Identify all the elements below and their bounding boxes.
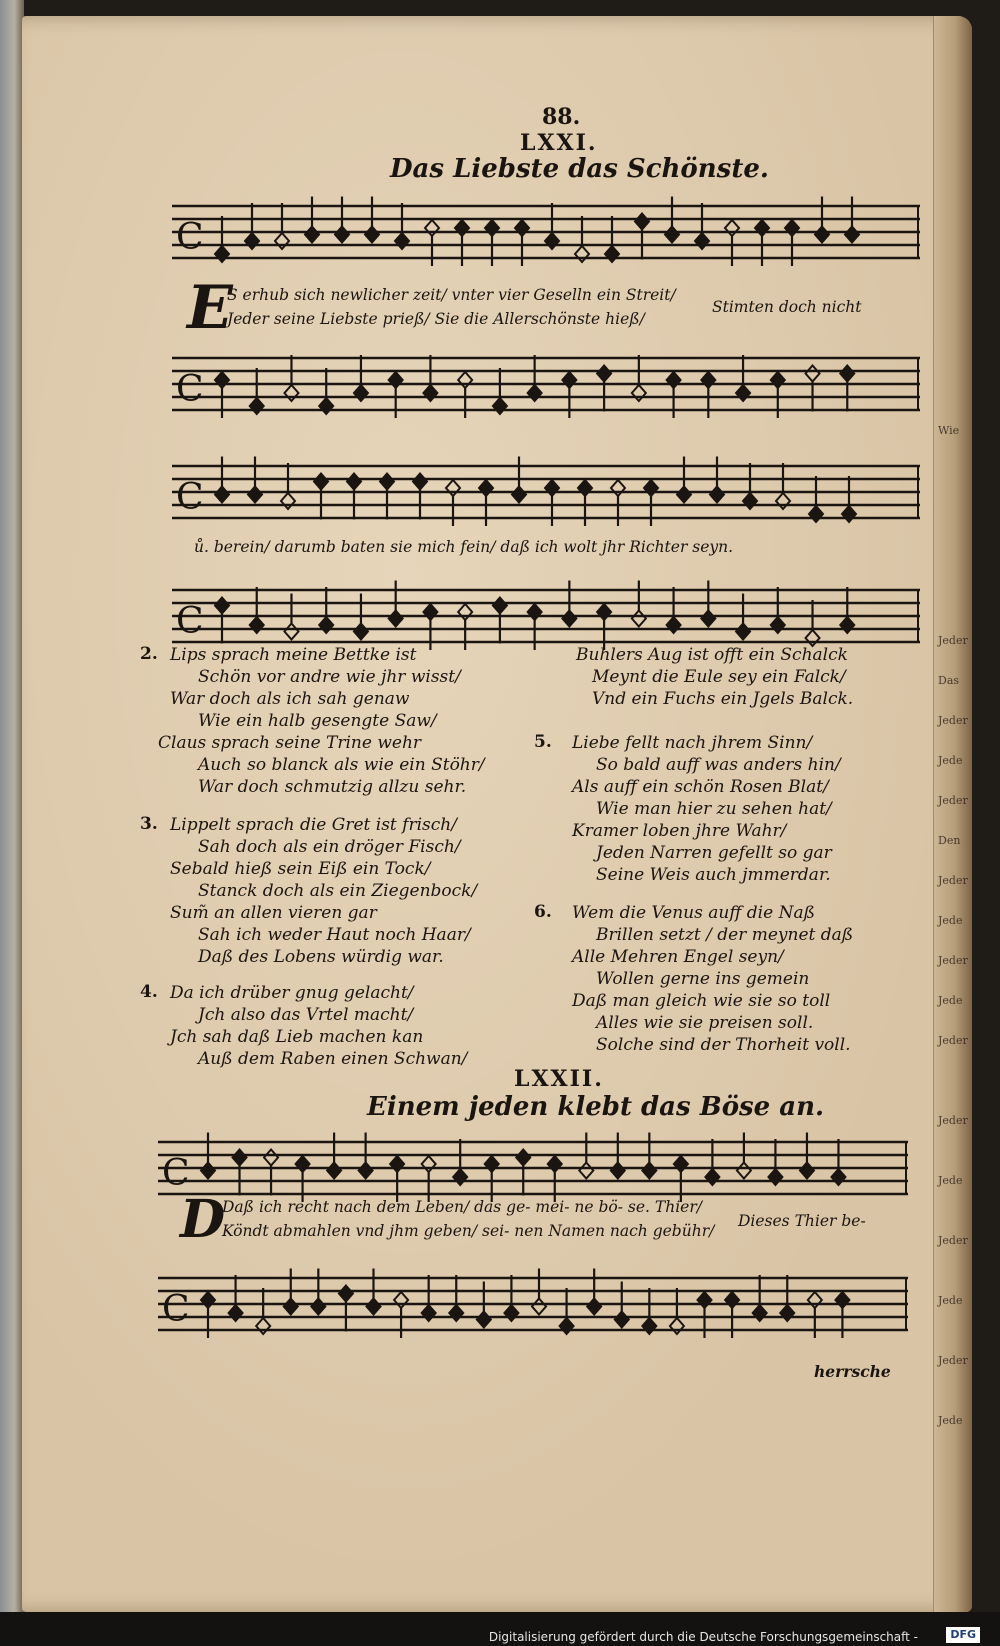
edge-word: Jede: [938, 1174, 963, 1187]
verse-line: Jch sah daß Lieb machen kan: [170, 1027, 424, 1047]
note-head: [698, 1292, 712, 1308]
note-head: [515, 220, 529, 236]
verse-line: Meynt die Eule sey ein Falck/: [592, 667, 846, 687]
song-numeral: LXXII.: [514, 1066, 604, 1092]
note-head: [389, 372, 403, 388]
note-head: [284, 624, 298, 640]
note-head: [311, 1299, 325, 1315]
clef-icon: C: [176, 477, 204, 518]
lyric-line: Daß ich recht nach dem Leben/ das ge- mei- ne bö- se. Thier/: [222, 1198, 702, 1216]
edge-word: Jede: [938, 914, 963, 927]
note-head: [615, 1312, 629, 1328]
note-head: [605, 246, 619, 262]
verse-line: Liebe fellt nach jhrem Sinn/: [572, 733, 813, 753]
page-number: 88.: [542, 104, 581, 130]
note-head: [394, 1292, 408, 1308]
song-numeral: LXXI.: [520, 130, 598, 156]
edge-word: Wie: [938, 424, 960, 437]
note-head: [579, 1163, 593, 1179]
note-head: [632, 611, 646, 627]
verse-line: Daß des Lobens würdig war.: [198, 947, 444, 967]
verse-number: 3.: [140, 814, 158, 834]
note-head: [449, 1305, 463, 1321]
verse-line: Stanck doch als ein Ziegenbock/: [198, 881, 478, 901]
edge-word: Jeder: [938, 1034, 968, 1047]
note-head: [780, 1305, 794, 1321]
note-head: [250, 398, 264, 414]
note-head: [248, 487, 262, 503]
verse-line: War doch als ich sah genaw: [170, 689, 410, 709]
note-head: [701, 372, 715, 388]
verse-line: Seine Weis auch jmmerdar.: [596, 865, 831, 885]
note-head: [359, 1163, 373, 1179]
note-head: [201, 1292, 215, 1308]
dfg-logo: DFG: [946, 1627, 980, 1643]
note-head: [477, 1312, 491, 1328]
lyric-line: ů. berein/ darumb baten sie mich fein/ daß ich wolt jhr Richter seyn.: [194, 538, 734, 556]
note-head: [367, 1299, 381, 1315]
note-head: [512, 487, 526, 503]
verse-line: So bald auff was anders hin/: [596, 755, 841, 775]
clef-icon: C: [176, 369, 204, 410]
note-head: [842, 506, 856, 522]
note-head: [314, 474, 328, 490]
note-head: [587, 1299, 601, 1315]
note-head: [354, 624, 368, 640]
note-head: [785, 220, 799, 236]
verse-line: Lippelt sprach die Gret ist frisch/: [170, 815, 457, 835]
verse-line: Wie man hier zu sehen hat/: [596, 799, 832, 819]
note-head: [215, 598, 229, 614]
note-head: [771, 617, 785, 633]
note-head: [815, 227, 829, 243]
verse-line: Vnd ein Fuchs ein Jgels Balck.: [592, 689, 854, 709]
note-head: [319, 398, 333, 414]
verse-line: Alle Mehren Engel seyn/: [572, 947, 784, 967]
edge-word: Das: [938, 674, 960, 687]
note-head: [701, 611, 715, 627]
edge-word: Jeder: [938, 954, 968, 967]
note-head: [455, 220, 469, 236]
lyric-line: Köndt abmahlen vnd jhm geben/ sei- nen Namen nach gebühr/: [222, 1222, 715, 1240]
verse-line: Da ich drüber gnug gelacht/: [170, 983, 414, 1003]
note-head: [296, 1156, 310, 1172]
edge-word: Jeder: [938, 1114, 968, 1127]
note-head: [275, 233, 289, 249]
scanner-edge: [0, 0, 24, 1612]
song-title: Das Liebste das Schönste.: [390, 154, 769, 184]
lyric-line: Stimten doch nicht: [712, 298, 862, 316]
note-head: [284, 385, 298, 401]
clef-icon: C: [176, 217, 204, 258]
note-head: [215, 487, 229, 503]
note-head: [736, 385, 750, 401]
edge-word: Jede: [938, 754, 963, 767]
note-head: [808, 1292, 822, 1308]
note-head: [611, 1163, 625, 1179]
verse-number: 5.: [534, 732, 552, 752]
note-head: [284, 1299, 298, 1315]
verse-line: Auch so blanck als wie ein Stöhr/: [198, 755, 485, 775]
music-staff: [136, 1120, 908, 1200]
note-head: [516, 1150, 530, 1166]
note-head: [395, 233, 409, 249]
note-head: [845, 227, 859, 243]
note-head: [215, 372, 229, 388]
note-head: [548, 1156, 562, 1172]
note-head: [446, 480, 460, 496]
note-head: [736, 624, 750, 640]
verse-line: Alles wie sie preisen soll.: [596, 1013, 814, 1033]
note-head: [670, 1318, 684, 1334]
note-head: [642, 1318, 656, 1334]
edge-word: Jede: [938, 1294, 963, 1307]
note-head: [597, 604, 611, 620]
edge-word: Jeder: [938, 874, 968, 887]
note-head: [710, 487, 724, 503]
note-head: [347, 474, 361, 490]
music-staff: [150, 184, 920, 294]
song-title: Einem jeden klebt das Böse an.: [367, 1092, 825, 1122]
music-staff: [150, 336, 920, 436]
note-head: [665, 227, 679, 243]
note-head: [233, 1150, 247, 1166]
note-head: [545, 233, 559, 249]
note-head: [725, 1292, 739, 1308]
note-head: [674, 1156, 688, 1172]
music-staff: [150, 568, 920, 648]
note-head: [245, 233, 259, 249]
verse-line: War doch schmutzig allzu sehr.: [198, 777, 467, 797]
edge-word: Jede: [938, 994, 963, 1007]
note-head: [354, 385, 368, 401]
note-head: [667, 617, 681, 633]
note-head: [840, 617, 854, 633]
drop-cap: D: [180, 1189, 226, 1250]
note-head: [755, 220, 769, 236]
verse-line: Buhlers Aug ist offt ein Schalck: [576, 645, 848, 665]
note-head: [562, 611, 576, 627]
note-head: [201, 1163, 215, 1179]
note-head: [835, 1292, 849, 1308]
note-head: [250, 617, 264, 633]
edge-word: Jeder: [938, 714, 968, 727]
clef-icon: C: [162, 1289, 190, 1330]
verse-line: Sah doch als ein dröger Fisch/: [198, 837, 461, 857]
note-head: [768, 1169, 782, 1185]
note-head: [562, 372, 576, 388]
verse-line: Auß dem Raben einen Schwan/: [198, 1049, 468, 1069]
next-page-edge: [933, 16, 972, 1612]
note-head: [479, 480, 493, 496]
note-head: [635, 214, 649, 230]
note-head: [485, 1156, 499, 1172]
catchword: herrsche: [814, 1362, 891, 1381]
note-head: [423, 385, 437, 401]
note-head: [800, 1163, 814, 1179]
note-head: [453, 1169, 467, 1185]
edge-word: Jede: [938, 1414, 963, 1427]
verse-line: Sum̃ an allen vieren gar: [170, 903, 377, 923]
note-head: [695, 233, 709, 249]
note-head: [545, 480, 559, 496]
note-head: [365, 227, 379, 243]
note-head: [413, 474, 427, 490]
note-head: [422, 1305, 436, 1321]
note-head: [528, 604, 542, 620]
note-head: [504, 1305, 518, 1321]
verse-number: 4.: [140, 982, 158, 1002]
verse-line: Jch also das Vrtel macht/: [198, 1005, 414, 1025]
note-head: [485, 220, 499, 236]
note-head: [575, 246, 589, 262]
clef-icon: C: [176, 601, 204, 642]
note-head: [771, 372, 785, 388]
music-staff: [136, 1256, 908, 1356]
note-head: [458, 372, 472, 388]
note-head: [493, 398, 507, 414]
note-head: [560, 1318, 574, 1334]
music-staff: [150, 444, 920, 544]
note-head: [667, 372, 681, 388]
note-head: [422, 1156, 436, 1172]
note-head: [264, 1150, 278, 1166]
verse-line: Wie ein halb gesengte Saw/: [198, 711, 437, 731]
verse-line: Sebald hieß sein Eiß ein Tock/: [170, 859, 431, 879]
note-head: [390, 1156, 404, 1172]
edge-word: Jeder: [938, 1354, 968, 1367]
note-head: [339, 1286, 353, 1302]
verse-line: Wollen gerne ins gemein: [596, 969, 810, 989]
note-head: [458, 604, 472, 620]
verse-line: Als auff ein schön Rosen Blat/: [572, 777, 829, 797]
edge-word: Jeder: [938, 1234, 968, 1247]
note-head: [677, 487, 691, 503]
note-head: [737, 1163, 751, 1179]
verse-line: Lips sprach meine Bettke ist: [170, 645, 417, 665]
note-head: [528, 385, 542, 401]
note-head: [335, 227, 349, 243]
note-head: [256, 1318, 270, 1334]
lyric-line: Jeder seine Liebste prieß/ Sie die Allerschönste hieß/: [227, 310, 645, 328]
drop-cap: E: [187, 273, 233, 343]
verse-line: Jeden Narren gefellt so gar: [596, 843, 832, 863]
clef-icon: C: [162, 1153, 190, 1194]
note-head: [831, 1169, 845, 1185]
note-head: [809, 506, 823, 522]
edge-word: Den: [938, 834, 961, 847]
verse-number: 6.: [534, 902, 552, 922]
note-head: [532, 1299, 546, 1315]
note-head: [389, 611, 403, 627]
verse-line: Solche sind der Thorheit voll.: [596, 1035, 851, 1055]
verse-line: Daß man gleich wie sie so toll: [572, 991, 831, 1011]
verse-line: Kramer loben jhre Wahr/: [572, 821, 787, 841]
note-head: [229, 1305, 243, 1321]
note-head: [806, 366, 820, 382]
note-head: [578, 480, 592, 496]
lyric-line: S erhub sich newlicher zeit/ vnter vier Geselln ein Streit/: [227, 286, 676, 304]
note-head: [644, 480, 658, 496]
lyric-line: Dieses Thier be-: [738, 1212, 866, 1230]
note-head: [423, 604, 437, 620]
book-page: [22, 16, 972, 1612]
note-head: [642, 1163, 656, 1179]
note-head: [597, 366, 611, 382]
note-head: [319, 617, 333, 633]
note-head: [705, 1169, 719, 1185]
verse-line: Claus sprach seine Trine wehr: [158, 733, 422, 753]
note-head: [725, 220, 739, 236]
note-head: [425, 220, 439, 236]
note-head: [743, 493, 757, 509]
verse-line: Sah ich weder Haut noch Haar/: [198, 925, 471, 945]
note-head: [776, 493, 790, 509]
note-head: [327, 1163, 341, 1179]
note-head: [215, 246, 229, 262]
note-head: [611, 480, 625, 496]
verse-line: Brillen setzt / der meynet daß: [596, 925, 854, 945]
note-head: [281, 493, 295, 509]
note-head: [753, 1305, 767, 1321]
verse-line: Wem die Venus auff die Naß: [572, 903, 815, 923]
edge-word: Jeder: [938, 794, 968, 807]
verse-line: Schön vor andre wie jhr wisst/: [198, 667, 461, 687]
note-head: [305, 227, 319, 243]
footer-credit: Digitalisierung gefördert durch die Deutsche Forschungsgemeinschaft -: [488, 1630, 918, 1644]
note-head: [632, 385, 646, 401]
note-head: [380, 474, 394, 490]
edge-word: Jeder: [938, 634, 968, 647]
note-head: [493, 598, 507, 614]
verse-number: 2.: [140, 644, 158, 664]
note-head: [840, 366, 854, 382]
